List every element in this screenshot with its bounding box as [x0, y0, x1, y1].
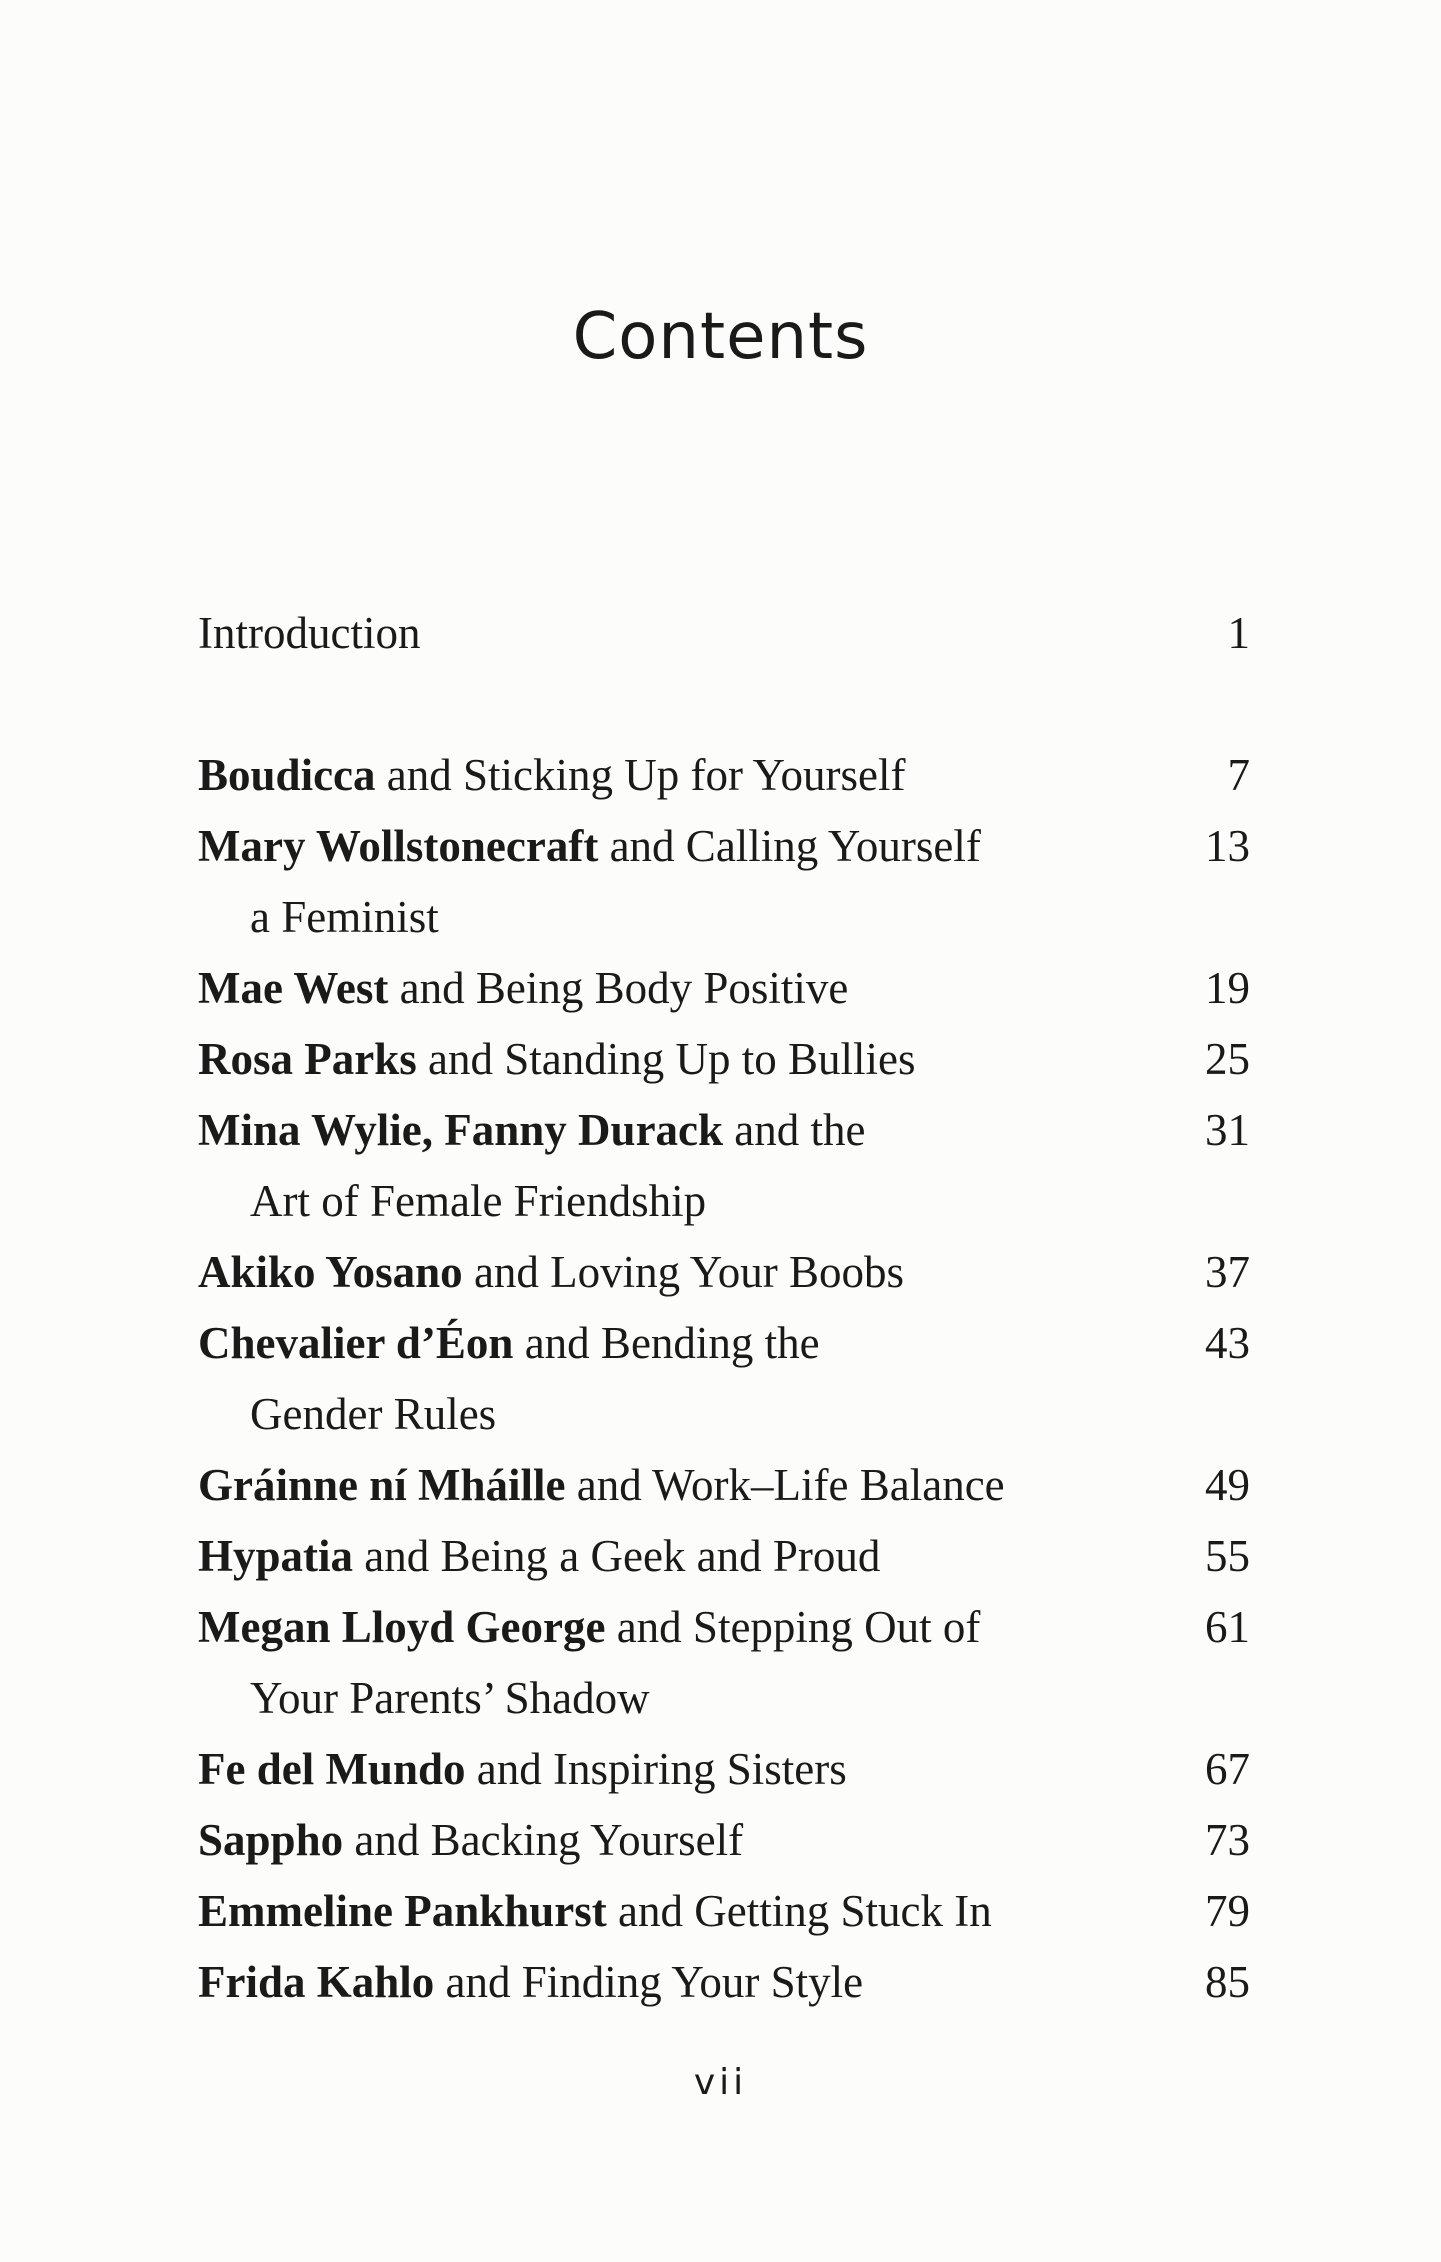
toc-page-number: 67 — [1205, 1744, 1250, 1794]
toc-entry-title — [198, 953, 848, 1024]
toc-page-number: 61 — [1205, 1602, 1250, 1652]
toc-entry-title — [198, 1095, 866, 1166]
toc-page-number: 25 — [1205, 1034, 1250, 1084]
toc-entry — [198, 1876, 1250, 1947]
toc-entry-person: Akiko Yosano — [198, 1247, 463, 1297]
toc-entry-title — [198, 1876, 992, 1947]
toc-entry-continuation-text: Art of Female Friendship — [250, 1176, 707, 1226]
toc-page-number: 73 — [1205, 1815, 1250, 1865]
toc-entry-title — [198, 1237, 904, 1308]
toc-entry-title — [198, 1805, 743, 1876]
toc-entry — [198, 1521, 1250, 1592]
toc-entry — [198, 1308, 1250, 1379]
toc-entry-theme: and Calling Yourself — [598, 821, 981, 871]
toc-entry-person: Mae West — [198, 963, 389, 1013]
toc-page-number: 31 — [1205, 1105, 1250, 1155]
toc-entry-continuation — [198, 1379, 1250, 1450]
toc-entry-theme: and Being Body Positive — [388, 963, 849, 1013]
toc-entry-theme: and Work–Life Balance — [565, 1460, 1005, 1510]
toc-entry — [198, 1024, 1250, 1095]
toc-entry-person: Gráinne ní Mháille — [198, 1460, 566, 1510]
toc-entry-person: Rosa Parks — [198, 1034, 417, 1084]
toc-page-number: 7 — [1227, 750, 1250, 800]
toc-entry — [198, 1237, 1250, 1308]
toc-entry-person: Fe del Mundo — [198, 1744, 466, 1794]
toc-entry-list — [198, 740, 1250, 2018]
toc-entry-person: Hypatia — [198, 1531, 354, 1581]
toc-entry-continuation — [198, 1166, 1250, 1237]
toc-entry-continuation-text: Your Parents’ Shadow — [250, 1673, 650, 1723]
toc-entry-title — [198, 1734, 847, 1805]
toc-entry — [198, 1805, 1250, 1876]
page-number-footer: vii — [693, 2062, 748, 2103]
toc-entry-title — [198, 1024, 916, 1095]
toc-entry-person: Sappho — [198, 1815, 344, 1865]
toc-entry-title — [198, 1947, 863, 2018]
toc-entry-theme: and Sticking Up for Yourself — [375, 750, 906, 800]
table-of-contents — [198, 598, 1250, 2018]
toc-entry-theme: and Backing Yourself — [343, 1815, 744, 1865]
toc-entry — [198, 1734, 1250, 1805]
toc-entry — [198, 1095, 1250, 1166]
toc-entry-theme: and Standing Up to Bullies — [416, 1034, 916, 1084]
toc-entry-person: Megan Lloyd George — [198, 1602, 606, 1652]
toc-entry-title — [198, 811, 981, 882]
toc-page-number: 43 — [1205, 1318, 1250, 1368]
toc-page-number: 79 — [1205, 1886, 1250, 1936]
toc-entry-title: Introduction — [198, 608, 421, 658]
toc-entry-person: Emmeline Pankhurst — [198, 1886, 607, 1936]
toc-entry-title — [198, 1592, 980, 1663]
toc-entry-theme: and Being a Geek and Proud — [353, 1531, 881, 1581]
toc-entry — [198, 1947, 1250, 2018]
toc-entry-theme: and Stepping Out of — [605, 1602, 981, 1652]
toc-page-number: 19 — [1205, 963, 1250, 1013]
toc-entry-title — [198, 740, 906, 811]
toc-entry-continuation-text: a Feminist — [250, 892, 439, 942]
toc-page-number: 55 — [1205, 1531, 1250, 1581]
toc-entry-title — [198, 1521, 880, 1592]
toc-entry-person: Frida Kahlo — [198, 1957, 435, 2007]
toc-entry — [198, 740, 1250, 811]
toc-entry — [198, 1450, 1250, 1521]
toc-entry-theme: and Bending the — [513, 1318, 820, 1368]
toc-entry-continuation — [198, 1663, 1250, 1734]
toc-page-number: 49 — [1205, 1460, 1250, 1510]
toc-entry-person: Mary Wollstonecraft — [198, 821, 599, 871]
toc-entry — [198, 1592, 1250, 1663]
toc-page-number: 13 — [1205, 821, 1250, 871]
toc-entry-theme: and Finding Your Style — [434, 1957, 864, 2007]
toc-entry-continuation — [198, 882, 1250, 953]
toc-entry — [198, 811, 1250, 882]
toc-entry-person: Boudicca — [198, 750, 376, 800]
toc-page-number: 1 — [1227, 608, 1250, 658]
toc-page-number: 85 — [1205, 1957, 1250, 2007]
toc-entry-theme: and Loving Your Boobs — [462, 1247, 904, 1297]
toc-entry-theme: and the — [723, 1105, 866, 1155]
toc-entry-introduction — [198, 598, 1250, 669]
toc-entry-title — [198, 1450, 1005, 1521]
page-title: Contents — [572, 300, 869, 374]
toc-entry-title — [198, 1308, 820, 1379]
toc-entry-person: Chevalier d’Éon — [198, 1318, 514, 1368]
toc-entry-continuation-text: Gender Rules — [250, 1389, 497, 1439]
toc-page-number: 37 — [1205, 1247, 1250, 1297]
toc-entry-theme: and Inspiring Sisters — [465, 1744, 847, 1794]
toc-entry-theme: and Getting Stuck In — [606, 1886, 992, 1936]
toc-entry — [198, 953, 1250, 1024]
toc-entry-person: Mina Wylie, Fanny Durack — [198, 1105, 724, 1155]
